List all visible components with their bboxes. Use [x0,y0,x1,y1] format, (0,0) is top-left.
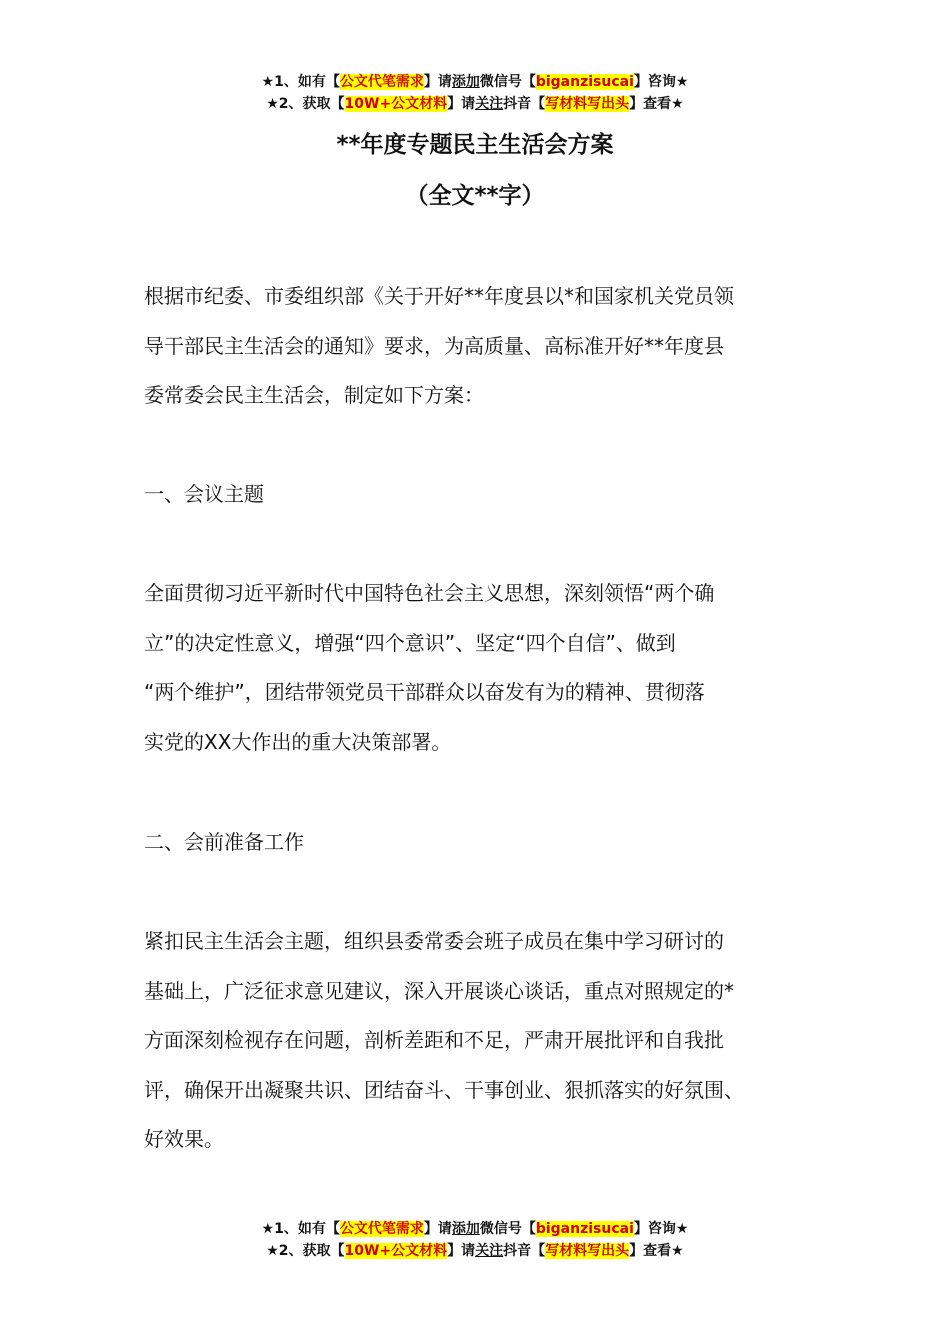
paragraph-line: 实党的XX大作出的重大决策部署。 [144,729,452,754]
footer-banner [0,1218,950,1262]
banner-text: 微信号【 [479,1221,536,1237]
paragraph-line: 委常委会民主生活会，制定如下方案： [144,383,484,407]
banner-text: ★1、如有【 [261,1221,340,1237]
paragraph-line: 方面深刻检视存在问题，剖析差距和不足，严肃开展批评和自我批 [144,1028,724,1052]
section-body-2 [144,917,824,1165]
paragraph-line: 导干部民主生活会的通知》要求，为高质量、高标准开好**年度县 [144,333,724,358]
paragraph-line: 基础上，广泛征求意见建议，深入开展谈心谈话，重点对照规定的* [144,978,734,1003]
document-title: **年度专题民主生活会方案 [336,132,614,158]
banner-underlined-text: 添加 [451,74,480,90]
banner-text: ★2、获取【 [266,96,345,112]
paragraph-line: 立”的决定性意义，增强“四个意识”、坚定“四个自信”、做到 [144,630,676,655]
banner-text: 】请 [423,1221,452,1237]
paragraph-line: 评，确保开出凝聚共识、团结奋斗、干事创业、狠抓落实的好氛围、 [144,1077,744,1102]
banner-line-2 [0,93,950,115]
banner-line-2 [0,1240,950,1262]
banner-underlined-text: 关注 [475,96,504,112]
banner-text: ★1、如有【 [261,74,340,90]
banner-highlight: 10W+公文材料 [344,96,448,112]
banner-line-1 [0,1218,950,1240]
paragraph-line: “两个维护”，团结带领党员干部群众以奋发有为的精神、贯彻落 [144,680,705,704]
paragraph-line: 全面贯彻习近平新时代中国特色社会主义思想，深刻领悟“两个确 [144,581,715,605]
section-heading-2: 二、会前准备工作 [144,830,304,854]
banner-text: 微信号【 [479,74,536,90]
section-heading-1: 一、会议主题 [144,482,264,506]
banner-text: 】咨询★ [633,1221,689,1237]
banner-text: 抖音【 [503,96,546,112]
intro-paragraph [144,272,824,421]
banner-text: 】请 [423,74,452,90]
banner-highlight: biganzisucai [535,74,634,90]
paragraph-line: 好效果。 [144,1127,224,1151]
banner-text: 】请 [447,1243,476,1259]
banner-underlined-text: 添加 [451,1221,480,1237]
banner-text: 抖音【 [503,1243,546,1259]
banner-highlight: 公文代笔需求 [339,1221,424,1237]
header-banner [0,71,950,115]
banner-text: 】咨询★ [633,74,689,90]
banner-highlight: 公文代笔需求 [339,74,424,90]
banner-highlight: 写材料写出头 [545,1243,630,1259]
section-body-1 [144,569,824,767]
banner-text: 】请 [447,96,476,112]
paragraph-line: 根据市纪委、市委组织部《关于开好**年度县以*和国家机关党员领 [144,284,734,308]
paragraph-line: 紧扣民主生活会主题，组织县委常委会班子成员在集中学习研讨的 [144,929,724,953]
banner-text: 】查看★ [629,1243,684,1259]
banner-highlight: 10W+公文材料 [344,1243,448,1259]
document-subtitle: （全文**字） [405,183,545,209]
banner-highlight: 写材料写出头 [545,96,630,112]
banner-text: 】查看★ [629,96,684,112]
banner-line-1 [0,71,950,93]
banner-text: ★2、获取【 [266,1243,345,1259]
banner-highlight: biganzisucai [535,1221,634,1237]
banner-underlined-text: 关注 [475,1243,504,1259]
